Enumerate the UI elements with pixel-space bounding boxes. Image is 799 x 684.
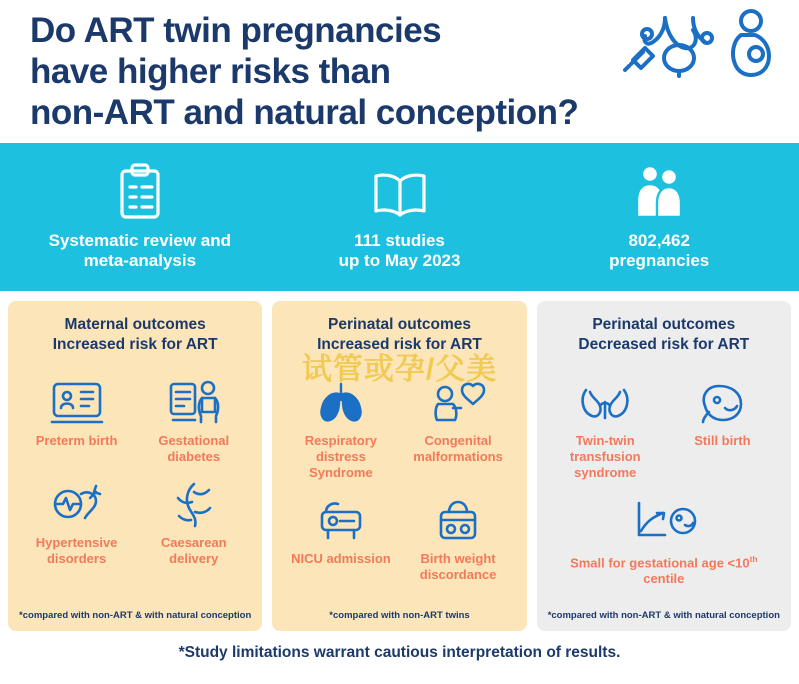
stat-label <box>529 231 789 271</box>
sga-label-sup: th <box>749 554 758 564</box>
outcome-panels <box>0 291 799 631</box>
outcome-item-label: Preterm birth <box>35 433 118 448</box>
clipboard-checklist-icon <box>10 163 270 221</box>
outcome-item-label <box>549 551 779 587</box>
outcome-item-small-for-gestational-age <box>547 491 781 597</box>
outcome-item-respiratory-distress-syndrome <box>282 373 399 491</box>
outcome-item-label: Gestational diabetes <box>158 433 230 464</box>
outcome-item-label: NICU admission <box>291 551 391 566</box>
headline-line-2: have higher risks than <box>30 52 391 91</box>
hypertensive-disorders-icon <box>20 479 133 529</box>
outcome-item-label: Twin-twin transfusion syndrome <box>569 433 641 480</box>
outcome-item-hypertensive-disorders <box>18 475 135 577</box>
uterus-syringe-icon <box>623 8 715 78</box>
outcome-item-label: Respiratory distress Syndrome <box>304 433 378 480</box>
panel-title <box>282 315 516 355</box>
stat-pregnancies <box>529 163 789 271</box>
headline-line-3: non-ART and natural conception? <box>30 93 579 132</box>
header-icon-group <box>623 8 779 78</box>
outcome-item-nicu-admission <box>282 491 399 593</box>
outcome-item-gestational-diabetes <box>135 373 252 475</box>
sga-label-tail: centile <box>643 571 685 587</box>
lungs-icon <box>284 377 397 427</box>
outcome-item-caesarean-delivery <box>135 475 252 577</box>
panel-perinatal-increased <box>272 301 526 631</box>
sga-label-main: Small for gestational age <10 <box>570 555 750 571</box>
panel-items <box>547 361 781 610</box>
panel-items <box>18 361 252 610</box>
panel-footnote: *compared with non-ART & with natural conception <box>19 610 252 621</box>
outcome-item-twin-twin-transfusion-syndrome <box>547 373 664 491</box>
page-title <box>30 6 578 133</box>
outcome-item-label: Birth weight discordance <box>419 551 497 582</box>
panel-perinatal-decreased <box>537 301 791 631</box>
stat-label <box>10 231 270 271</box>
panel-title <box>547 315 781 355</box>
outcome-item-label: Caesarean delivery <box>160 535 227 566</box>
stat-studies <box>270 163 530 271</box>
stat-line-1: 111 studies <box>354 231 445 250</box>
panel-title-line-1: Perinatal outcomes <box>327 316 471 333</box>
still-birth-icon <box>666 377 779 427</box>
panel-title-line-1: Perinatal outcomes <box>592 316 736 333</box>
outcome-item-label: Still birth <box>694 433 751 448</box>
twin-babies-icon <box>529 163 789 221</box>
stats-band <box>0 143 799 291</box>
stat-line-2: meta-analysis <box>83 251 197 270</box>
panel-title-line-1: Maternal outcomes <box>64 316 206 333</box>
gestational-diabetes-icon <box>137 377 250 427</box>
watermark: 试管或孕/父美 <box>301 353 498 386</box>
stat-systematic-review <box>10 163 270 271</box>
outcome-item-label: Hypertensive disorders <box>35 535 118 566</box>
outcome-item-label: Congenital malformations <box>413 433 503 464</box>
stat-line-2: up to May 2023 <box>338 251 461 270</box>
panel-footnote: *compared with non-ART & with natural conception <box>547 610 780 621</box>
small-for-gestational-age-icon <box>549 495 779 545</box>
pregnant-person-icon <box>723 8 779 78</box>
twin-twin-transfusion-icon <box>549 377 662 427</box>
outcome-item-birth-weight-discordance <box>399 491 516 593</box>
stat-line-1: 802,462 <box>628 231 690 250</box>
open-book-icon <box>270 163 530 221</box>
birth-weight-scale-icon <box>401 495 514 545</box>
panel-title <box>18 315 252 355</box>
outcome-item-still-birth <box>664 373 781 491</box>
header <box>0 0 799 143</box>
panel-title-line-2: Decreased risk for ART <box>578 336 750 353</box>
stat-line-2: pregnancies <box>609 251 710 270</box>
stat-label <box>270 231 530 271</box>
outcome-item-preterm-birth <box>18 373 135 475</box>
panel-title-line-2: Increased risk for ART <box>317 336 482 353</box>
congenital-malformations-icon <box>401 377 514 427</box>
outcome-item-congenital-malformations <box>399 373 516 491</box>
panel-footnote: *compared with non-ART twins <box>329 610 470 621</box>
panel-maternal-increased <box>8 301 262 631</box>
footer-note: *Study limitations warrant cautious interpretation of results. <box>178 643 621 661</box>
nicu-incubator-icon <box>284 495 397 545</box>
preterm-birth-icon <box>20 377 133 427</box>
headline-line-1: Do ART twin pregnancies <box>30 11 442 50</box>
panel-items <box>282 361 516 610</box>
panel-title-line-2: Increased risk for ART <box>52 336 218 353</box>
stat-line-1: Systematic review and <box>48 231 232 250</box>
caesarean-delivery-icon <box>137 479 250 529</box>
